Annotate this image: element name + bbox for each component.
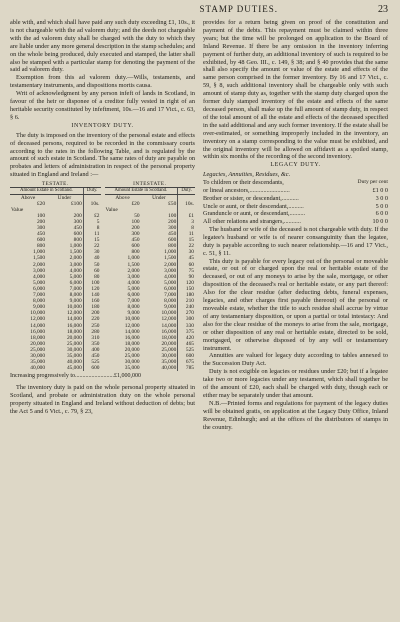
table-cell: 14,000	[30, 322, 46, 329]
table-cell: 30,000	[30, 352, 46, 359]
table-cell: 600	[168, 237, 177, 244]
table-cell: £50	[168, 200, 177, 207]
table-cell: 100	[83, 280, 100, 286]
table-cell: 300	[178, 316, 195, 322]
table-cell: 100	[36, 212, 46, 219]
table-cell: 30,000	[66, 346, 82, 353]
table-cell: Under	[57, 194, 72, 201]
table-cell: 14,000	[161, 322, 177, 329]
table-cell: 14,000	[124, 328, 140, 335]
table-cell: 60	[178, 262, 195, 268]
table-cell: 210	[178, 298, 195, 304]
table-row	[105, 365, 196, 371]
table-cell: £20	[131, 200, 140, 207]
table-cell: Above	[115, 194, 130, 201]
table-cell: 800	[73, 237, 82, 244]
table-cell: 35,000	[161, 359, 177, 366]
legacy-rate-row	[203, 203, 388, 211]
paragraph: provides for a return being given on proof of the constitution and payment of the debts. This repayment must be claimed within three years; but the time will be prolonged on application to the Board of Inland Revenue. If there be any omission in the inventory inferring payment of further duty, an additional inventory of such is required to be exhibited, by 48 Geo. III., c. 149, § 38; and § 40 provides that the same shall also specify the amount or value of the estate and effects of the same person comprised in the former inventory. By 16 and 17 Vict., c. 59, § 8, such additional inventory shall be chargeable only with such amount of stamp duty as, together with the stamp duty charged upon the former duly stamped inventory of the estate and effects of the same deceased person, shall make up the full amount of stamp duty, in respect of the total amount of all the estate and effects of the deceased specified in the said additional and any such former inventory. If the estate shall be over-estimated, or something improperly included in the inventory, an inventory on a stamp corresponding to the value must be exhibited, and the original inventory will be allowed on affidavit as a spoiled stamp, within six months of the recording of the second inventory.	[203, 19, 388, 161]
table-cell: 30,000	[161, 352, 177, 359]
paragraph: Duty is not exigible on legacies or residues under £20; but if a legatee take two or more legacies under any testament, which shall together be of the amount of £20, each shall be charged with duty, though each or either may be separately under that amount.	[203, 368, 388, 399]
table-cell: Under	[152, 194, 166, 201]
table-cell: 6,000	[32, 285, 46, 292]
table-cell: 30,000	[124, 359, 140, 366]
table-cell: 180	[83, 304, 100, 310]
table-cell: 160	[83, 298, 100, 304]
table-cell: 18,000	[66, 328, 82, 335]
table-cell: 16,000	[161, 328, 177, 335]
intestate-table	[105, 182, 196, 371]
table-cell: £20	[36, 200, 46, 207]
table-cell: 25,000	[30, 346, 46, 353]
legacy-rate-row	[203, 195, 388, 203]
table-cell: 200	[168, 218, 177, 225]
table-cell: 40,000	[161, 365, 177, 372]
table-cell: 8,000	[164, 298, 177, 305]
table-cell: 100	[131, 218, 140, 225]
table-cell: 120	[178, 280, 195, 286]
table-cell: 10s.	[178, 201, 195, 207]
legacy-rate: 10 0 0	[372, 218, 388, 226]
table-cell: 10,000	[66, 304, 82, 311]
legacy-relation: Uncle or aunt, or their descendant,..........	[203, 202, 304, 210]
table-cell: 8,000	[32, 298, 46, 305]
legacy-rate: 3 0 0	[375, 194, 388, 202]
right-column	[203, 19, 388, 431]
table-cell: 10s.	[83, 201, 100, 207]
table-cell: 450	[36, 231, 46, 238]
table-cell: 6,000	[127, 292, 140, 299]
table-cell: 45,000	[66, 365, 82, 372]
paragraph: Annuities are valued for legacy duty according to tables annexed to the Succession Duty Act.	[203, 352, 388, 368]
table-cell: 75	[178, 268, 195, 274]
table-cell: 5,000	[164, 279, 177, 286]
table-cell: 9,000	[164, 304, 177, 311]
table-cell: 525	[178, 347, 195, 353]
testate-rows	[10, 213, 101, 371]
table-title: INTESTATE.	[105, 182, 196, 188]
table-cell: 4,000	[127, 279, 140, 286]
testate-table	[10, 182, 101, 371]
paragraph: N.B.—Printed forms and regulations for payment of the legacy duties will be obtained gratis, on application at the Legacy Duty Office, Inland Revenue, Edinburgh; and at the offices of the distributors of stamps in the country.	[203, 399, 388, 431]
table-cell: 6,000	[164, 285, 177, 292]
table-cell: 3,000	[164, 267, 177, 274]
table-cell: £2	[83, 213, 100, 219]
legacy-subheading	[203, 171, 388, 179]
legacy-relation: Brother or sister, or descendant,...........	[203, 194, 299, 202]
table-cell: 3,000	[127, 273, 140, 280]
table-cell: 180	[178, 292, 195, 298]
table-cell: 5,000	[127, 285, 140, 292]
table-cell: 7,000	[69, 285, 82, 292]
table-cell: 15	[178, 237, 195, 243]
table-cell: 600	[178, 353, 195, 359]
table-cell: 1,000	[164, 249, 177, 256]
table-cell: 18,000	[124, 340, 140, 347]
table-cell: 10,000	[161, 310, 177, 317]
table-cell: 90	[178, 274, 195, 280]
inventory-duty-tables	[10, 182, 195, 371]
table-cell: Value	[105, 206, 118, 213]
table-cell: 22	[178, 243, 195, 249]
table-cell: 7,000	[127, 298, 140, 305]
table-cell: 600	[131, 243, 140, 250]
table-cell: 140	[83, 292, 100, 298]
table-cell: 2,000	[69, 255, 82, 262]
table-cell: 18,000	[161, 334, 177, 341]
column-header: Duty.	[83, 188, 100, 194]
paragraph: The duty is imposed on the inventory of the personal estate and effects of deceased persons, required to be recorded in the commissary courts according to the rates in the following Table, and is regulated by the amount of such estate in Scotland. The same rates of duty are payable on probates and letters of administration in respect of the personal property situated in England and Ireland :—	[10, 131, 195, 179]
table-cell: 40	[83, 255, 100, 261]
table-cell: 420	[178, 335, 195, 341]
table-cell: 375	[178, 329, 195, 335]
table-cell: 200	[131, 225, 140, 231]
table-cell: 12,000	[124, 322, 140, 329]
table-cell: 60	[83, 268, 100, 274]
table-cell: 7,000	[164, 292, 177, 299]
table-cell: 310	[83, 335, 100, 341]
table-cell: 35,000	[66, 352, 82, 359]
table-cell: 20,000	[161, 340, 177, 347]
table-cell: 350	[83, 341, 100, 347]
table-cell: 600	[83, 365, 100, 371]
page-header	[10, 4, 388, 16]
legacy-rate-row	[203, 187, 388, 195]
intestate-rows	[105, 213, 196, 371]
paragraph: The inventory duty is paid on the whole personal property situated in Scotland, and probate or administration duty on the whole personal property situated in England and Ireland without deduction of debts; but the Act 5 and 6 Vict., c. 79, § 23,	[10, 384, 195, 415]
table-cell: 300	[36, 225, 46, 231]
table-cell: 16,000	[66, 322, 82, 329]
column-header: Duty.	[178, 188, 195, 194]
table-cell: 25,000	[161, 346, 177, 353]
table-cell: 40,000	[30, 365, 46, 372]
table-cell: 35,000	[124, 365, 140, 372]
table-cell: 100	[168, 212, 177, 219]
table-cell: 330	[178, 323, 195, 329]
table-cell: 200	[83, 310, 100, 316]
section-heading: LEGACY DUTY.	[270, 162, 321, 169]
table-cell: 20,000	[30, 340, 46, 347]
table-cell: 9,000	[127, 310, 140, 317]
paragraph: The husband or wife of the deceased is not chargeable with duty. If the legatee's husband or wife is of nearer consanguinity than the legatee, duty is payable according to such nearer relationship.—16 and 17 Vict., c. 51, § 11.	[203, 225, 388, 257]
legacy-relation: or lineal ancestors,..........................	[203, 186, 290, 194]
column-header: Amount Estate in Scotland.	[10, 188, 83, 194]
table-cell: 8,000	[69, 292, 82, 299]
table-cell: 800	[168, 243, 177, 250]
table-cell: 50	[83, 262, 100, 268]
table-cell: 16,000	[124, 334, 140, 341]
legacy-intro: Legacies, Annuities, Residues, &c.	[203, 171, 291, 179]
table-title: TESTATE.	[10, 182, 101, 188]
table-cell: 1,500	[69, 249, 82, 256]
table-cell: 2,000	[127, 267, 140, 274]
table-cell: 10,000	[30, 310, 46, 317]
section-heading: INVENTORY DUTY.	[71, 122, 134, 129]
table-cell: 240	[178, 304, 195, 310]
increasing-note: Increasing progressively to..........................£1,000,000	[10, 373, 141, 380]
table-cell: 300	[168, 225, 177, 231]
table-cell: 200	[36, 218, 46, 225]
table-cell: 18,000	[30, 334, 46, 341]
table-cell: 2,000	[32, 261, 46, 268]
legacy-rates	[203, 187, 388, 226]
table-cell: 300	[131, 231, 140, 238]
table-cell: 20,000	[124, 346, 140, 353]
table-cell: 120	[83, 286, 100, 292]
table-cell: £100	[70, 200, 82, 207]
table-cell: 2,000	[164, 261, 177, 268]
table-cell: 785	[178, 365, 195, 371]
table-cell: 800	[36, 243, 46, 250]
table-cell: 15	[83, 237, 100, 243]
paragraph: Writ of acknowledgment by any person infeft of lands in Scotland, in favour of the heir or disponee of a creditor fully vested in right of an heritable security constituted by infeftment, 10s.—16 and 17 Vict., c. 63, § 6.	[10, 90, 195, 121]
table-cell: 600	[73, 231, 82, 238]
legacy-label: To children or their descendants,	[203, 179, 284, 187]
table-cell: 12,000	[161, 316, 177, 323]
legacy-header-row	[203, 179, 388, 187]
table-cell: 1,500	[32, 255, 46, 262]
running-title: STAMP DUTIES.	[199, 4, 278, 14]
table-cell: 5,000	[69, 273, 82, 280]
paragraph: This duty is payable for every legacy out of the personal or moveable estate, or out of or charged upon the real or heritable estate of the deceased, or out of any moneys to arise by the sale, mortgage, or other disposition of the deceased's real or heritable estate, or any part thereof: Also for the clear residue (after deducting debts, funeral expenses, legacies, and other charges first payable thereout) of the personal or moveable estate, whether the title to such residue shall accrue by virtue of any testamentary disposition, or upon a partial or total intestacy: And also for the clear residue of the moneys to arise from the sale, mortgage, or other disposition of any real or heritable estate, directed to be sold, mortgaged, or otherwise disposed of by any will or testamentary instrument.	[203, 257, 388, 352]
table-cell: 20,000	[66, 334, 82, 341]
table-cell: 525	[83, 359, 100, 365]
table-cell: 400	[83, 347, 100, 353]
table-cell: 5,000	[32, 279, 46, 286]
left-column	[10, 19, 195, 431]
table-cell: 14,000	[66, 316, 82, 323]
table-cell: 30	[83, 249, 100, 255]
table-cell: 465	[178, 341, 195, 347]
table-cell: 80	[83, 274, 100, 280]
paragraph: able with, and which shall have paid any such duty exceeding £1, 10s., it is not chargeable with the ad valorem duty; and the deeds not chargeable with the ad valorem duty shall be charged with the duty to which they are liable under any more general description in the stamp schedules; and on the whole being produced, duly executed and stamped, the latter shall also be stamped with a particular stamp for denoting the payment of the said ad valorem duty.	[10, 19, 195, 74]
table-cell: 220	[83, 316, 100, 322]
table-cell: 12,000	[30, 316, 46, 323]
table-cell: 280	[83, 329, 100, 335]
table-cell: 4,000	[69, 267, 82, 274]
table-cell: 10,000	[124, 316, 140, 323]
table-cell: 7,000	[32, 292, 46, 299]
table-cell: 4,000	[32, 273, 46, 280]
legacy-relation: All other relations and strangers,...........	[203, 218, 301, 226]
table-cell: 200	[73, 212, 82, 219]
table-cell: 1,000	[127, 255, 140, 262]
table-cell: 8	[178, 225, 195, 231]
table-cell: 12,000	[66, 310, 82, 317]
table-cell: 675	[178, 359, 195, 365]
table-cell: 3,000	[32, 267, 46, 274]
table-cell: 5	[83, 219, 100, 225]
table-cell: 25,000	[124, 352, 140, 359]
table-cell: 40,000	[66, 359, 82, 366]
table-cell: 250	[83, 323, 100, 329]
table-cell: 11	[83, 231, 100, 237]
legacy-rate: £1 0 0	[372, 186, 388, 194]
legacy-rate: 5 0 0	[375, 202, 388, 210]
table-cell: 35,000	[30, 359, 46, 366]
table-cell: 1,000	[69, 243, 82, 250]
table-cell: 300	[73, 218, 82, 225]
table-cell: 150	[178, 286, 195, 292]
table-cell: 9,000	[69, 298, 82, 305]
page-number: 23	[378, 4, 388, 15]
table-cell: 270	[178, 310, 195, 316]
table-cell: 1,500	[164, 255, 177, 262]
legacy-duty-header: Duty per cent	[357, 179, 388, 186]
table-cell: 600	[36, 237, 46, 244]
table-cell: 16,000	[30, 328, 46, 335]
table-cell: 450	[83, 353, 100, 359]
table-cell: 800	[131, 249, 140, 256]
table-cell: 30	[178, 249, 195, 255]
table-cell: £1	[178, 213, 195, 219]
table-cell: 450	[131, 237, 140, 244]
table-cell: 22	[83, 243, 100, 249]
table-cell: 3,000	[69, 261, 82, 268]
table-cell: 6,000	[69, 279, 82, 286]
table-cell: 25,000	[66, 340, 82, 347]
table-cell: 11	[178, 231, 195, 237]
table-cell: 1,000	[32, 249, 46, 256]
table-cell: 9,000	[32, 304, 46, 311]
table-row	[10, 365, 101, 371]
column-header: Amount Estate in Scotland.	[105, 188, 178, 194]
table-cell: 45	[178, 255, 195, 261]
table-cell: Value	[11, 206, 24, 213]
legacy-rate: 6 0 0	[375, 210, 388, 218]
table-cell: 3	[178, 219, 195, 225]
legacy-relation: Granduncle or aunt, or descendant,..........	[203, 210, 306, 218]
table-cell: 8,000	[127, 304, 140, 311]
legacy-rate-row	[203, 218, 388, 226]
table-cell: 450	[168, 231, 177, 238]
table-cell: 450	[73, 225, 82, 231]
paragraph: Exemption from this ad valorem duty.—Wills, testaments, and testamentary instruments, and dispositions mortis causa.	[10, 74, 195, 90]
table-cell: 1,500	[127, 261, 140, 268]
table-cell: 4,000	[164, 273, 177, 280]
table-cell: 8	[83, 225, 100, 231]
legacy-rate-row	[203, 210, 388, 218]
table-cell: 50	[134, 212, 140, 219]
table-cell: Above	[20, 194, 36, 201]
